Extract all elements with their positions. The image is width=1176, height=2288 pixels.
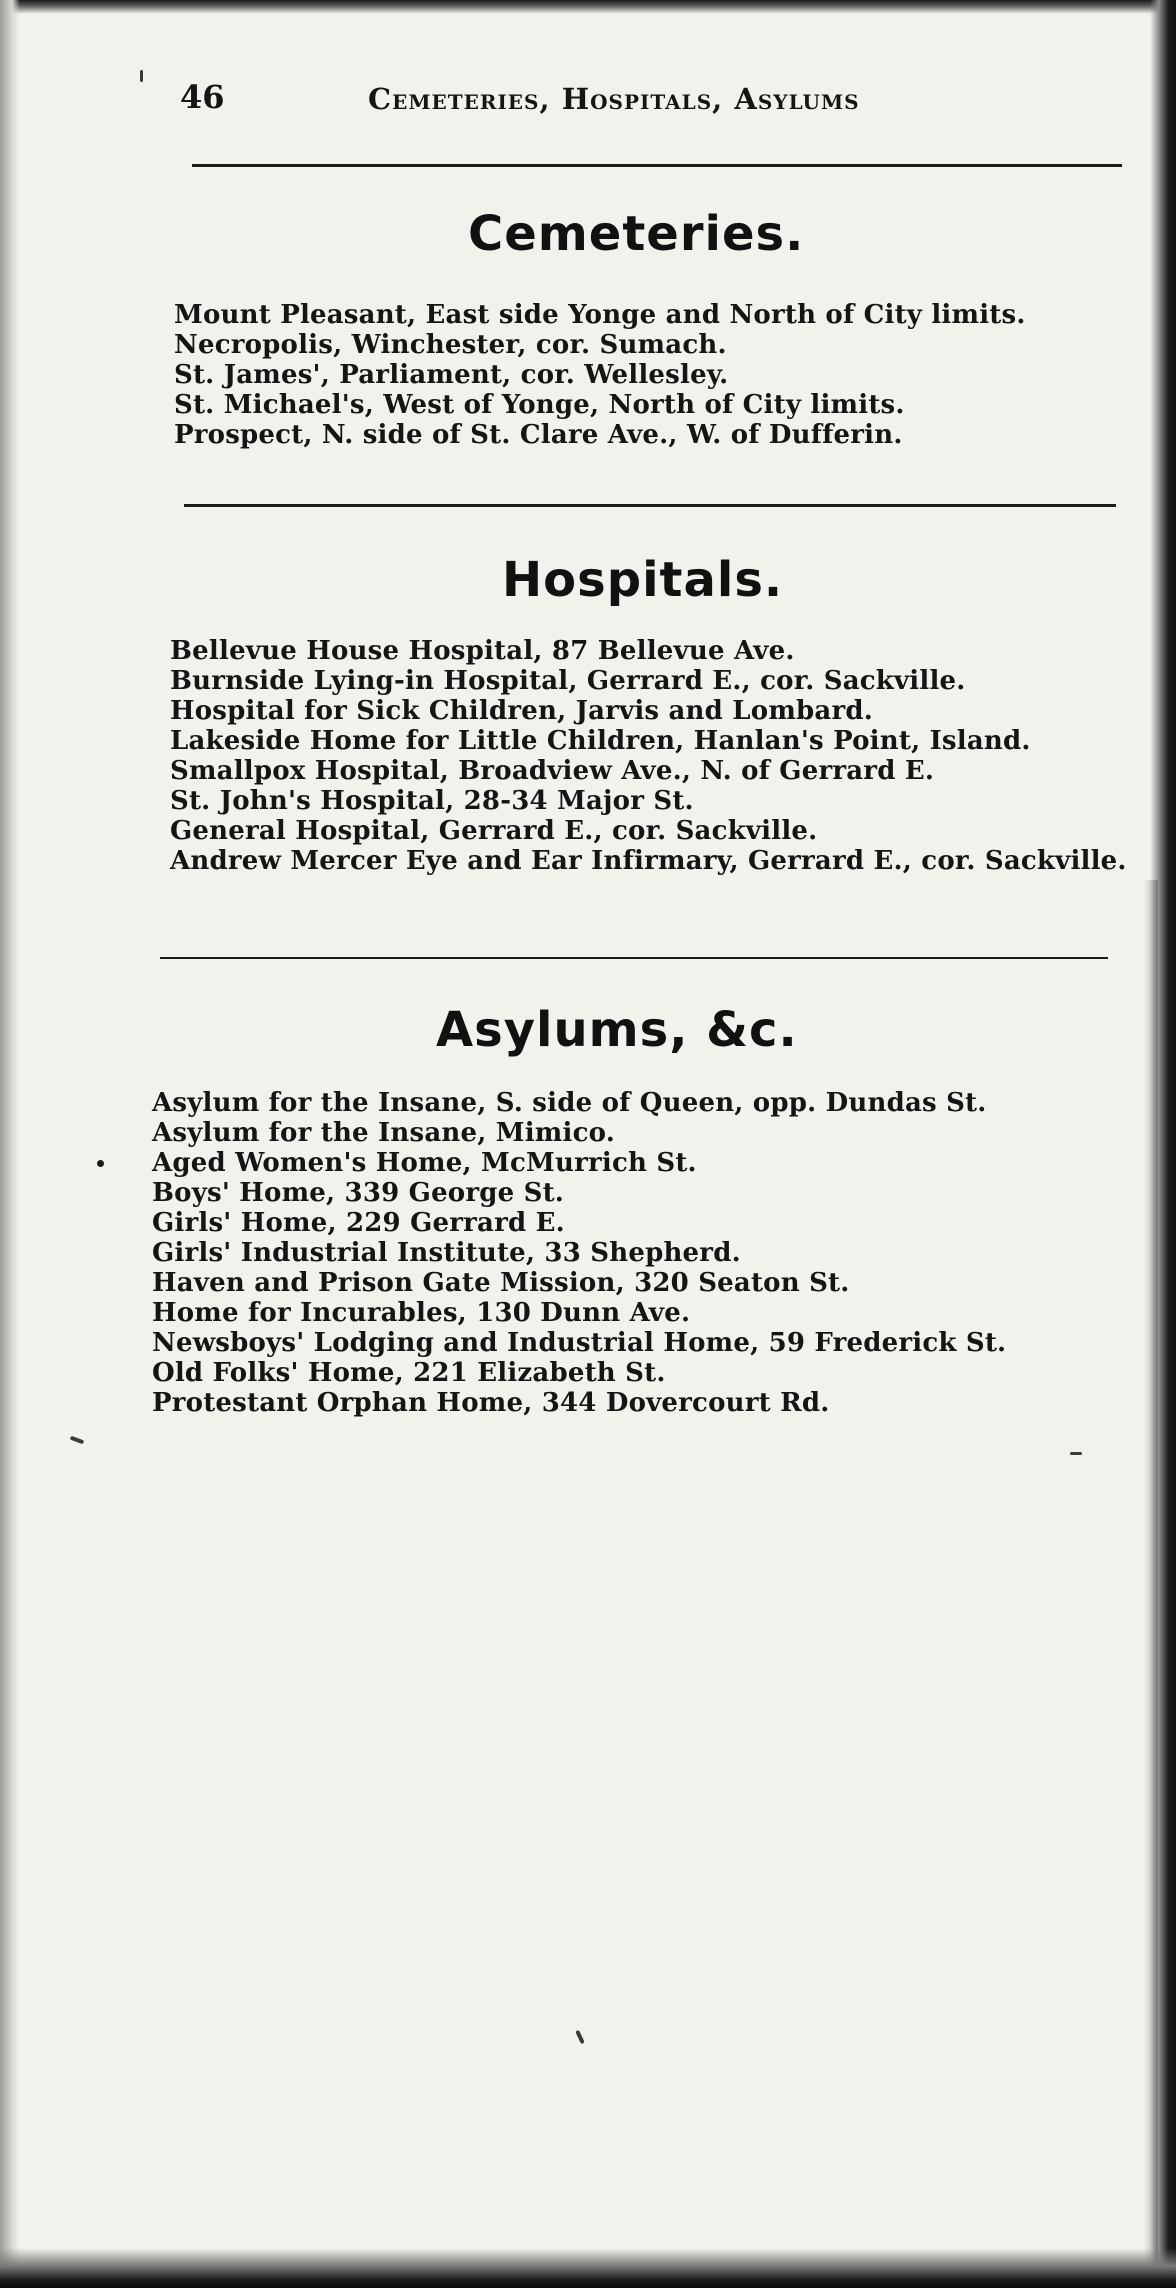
section-title-asylums: Asylums, &c. (436, 1002, 798, 1058)
section-rule (160, 957, 1108, 959)
scan-speck (1070, 1452, 1082, 1455)
list-item: Protestant Orphan Home, 344 Dovercourt Rd. (152, 1388, 830, 1418)
list-item: St. Michael's, West of Yonge, North of City limits. (174, 390, 905, 420)
list-item: Necropolis, Winchester, cor. Sumach. (174, 330, 727, 360)
page-shadow (1144, 880, 1158, 2280)
list-item: St. John's Hospital, 28-34 Major St. (170, 786, 694, 816)
asylums-list (152, 1088, 1006, 1418)
page-number: 46 (180, 78, 225, 116)
list-item: Burnside Lying-in Hospital, Gerrard E., cor. Sackville. (170, 666, 966, 696)
hospitals-list (170, 636, 1127, 876)
running-head (180, 78, 980, 128)
scan-edge-top (0, 0, 1176, 14)
scan-edge-bottom (0, 2248, 1176, 2288)
scan-speck (140, 70, 143, 82)
list-item: Hospital for Sick Children, Jarvis and Lombard. (170, 696, 873, 726)
margin-mark (97, 1160, 104, 1167)
running-title: Cemeteries, Hospitals, Asylums (368, 82, 860, 116)
list-item: Prospect, N. side of St. Clare Ave., W. of Dufferin. (174, 420, 903, 450)
list-item: Haven and Prison Gate Mission, 320 Seaton St. (152, 1268, 850, 1298)
scan-edge-left (0, 0, 20, 2288)
list-item: Aged Women's Home, McMurrich St. (152, 1148, 697, 1178)
list-item: Newsboys' Lodging and Industrial Home, 59 Frederick St. (152, 1328, 1007, 1358)
list-item: Girls' Industrial Institute, 33 Shepherd. (152, 1238, 741, 1268)
list-item: Lakeside Home for Little Children, Hanlan's Point, Island. (170, 726, 1031, 756)
list-item: Old Folks' Home, 221 Elizabeth St. (152, 1358, 666, 1388)
list-item: Andrew Mercer Eye and Ear Infirmary, Gerrard E., cor. Sackville. (170, 846, 1127, 876)
list-item: Asylum for the Insane, Mimico. (152, 1118, 615, 1148)
list-item: Girls' Home, 229 Gerrard E. (152, 1208, 565, 1238)
list-item: St. James', Parliament, cor. Wellesley. (174, 360, 729, 390)
list-item: Asylum for the Insane, S. side of Queen, opp. Dundas St. (152, 1088, 987, 1118)
header-rule (192, 164, 1122, 167)
scan-speck (70, 1436, 85, 1445)
section-title-hospitals: Hospitals. (502, 552, 784, 608)
list-item: Smallpox Hospital, Broadview Ave., N. of Gerrard E. (170, 756, 935, 786)
cemeteries-list (174, 300, 1026, 450)
list-item: Mount Pleasant, East side Yonge and North of City limits. (174, 300, 1026, 330)
section-title-cemeteries: Cemeteries. (468, 206, 805, 262)
list-item: Bellevue House Hospital, 87 Bellevue Ave. (170, 636, 795, 666)
list-item: General Hospital, Gerrard E., cor. Sackville. (170, 816, 818, 846)
scan-speck (575, 2030, 585, 2044)
list-item: Boys' Home, 339 George St. (152, 1178, 565, 1208)
section-rule (184, 504, 1116, 507)
list-item: Home for Incurables, 130 Dunn Ave. (152, 1298, 691, 1328)
